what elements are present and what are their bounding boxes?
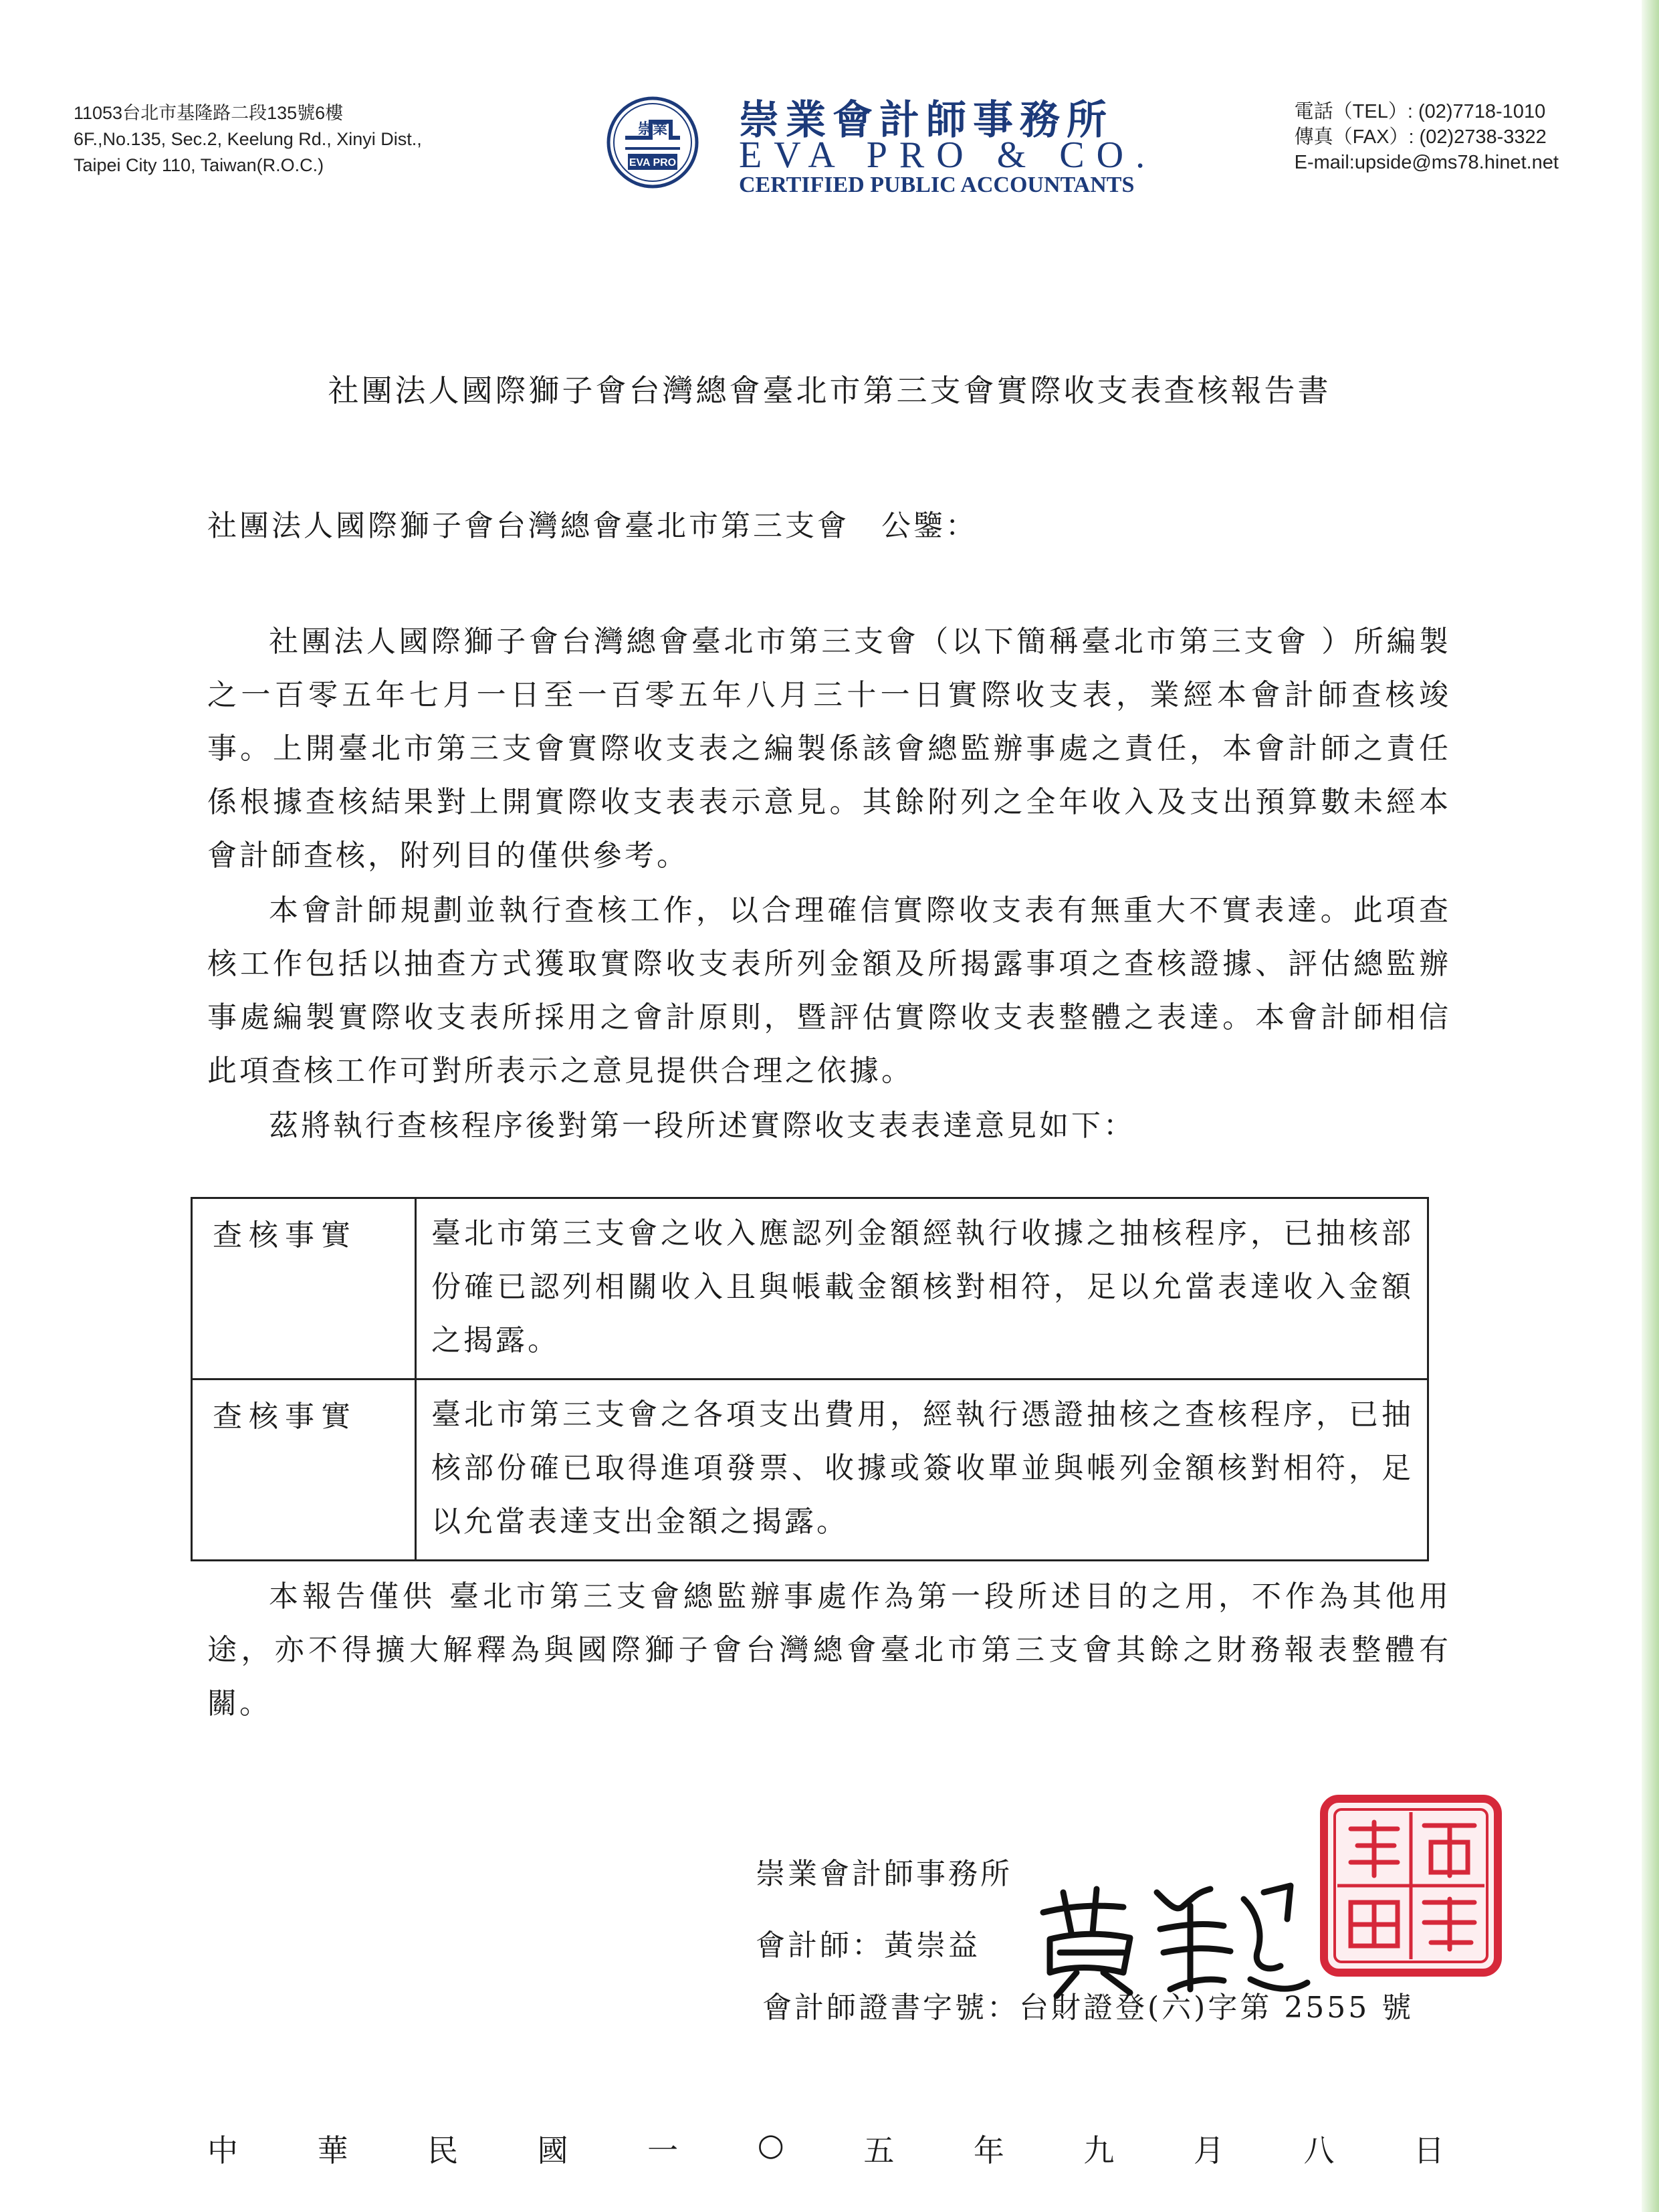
firm-contact <box>1295 99 1559 175</box>
table-row <box>192 1379 1428 1561</box>
logo-text-bottom: EVA PRO <box>629 157 677 169</box>
date-char: 八 <box>1303 2132 1335 2169</box>
page-edge-strip <box>1642 0 1659 2212</box>
finding-label: 查核事實 <box>192 1379 416 1561</box>
contact-fax: 傳真（FAX）: (02)2738-3322 <box>1294 126 1547 148</box>
findings-table <box>191 1197 1429 1561</box>
date-char: 國 <box>537 2132 568 2169</box>
address-line: 6F.,No.135, Sec.2, Keelung Rd., Xinyi Dist., <box>74 129 422 149</box>
report-date <box>207 2126 1444 2171</box>
address-line: 11053台北市基隆路二段135號6樓 <box>74 103 344 123</box>
date-char: 一 <box>647 2132 679 2169</box>
table-row <box>192 1198 1428 1379</box>
date-char: 月 <box>1193 2132 1224 2169</box>
date-char: 民 <box>427 2132 459 2169</box>
firm-name-en: EVA PRO & CO. <box>739 134 1157 176</box>
firm-logo-icon <box>605 95 700 190</box>
salutation: 社團法人國際獅子會台灣總會臺北市第三支會 公鑒： <box>207 509 978 543</box>
date-char: 日 <box>1413 2132 1444 2169</box>
paragraph: 本會計師規劃並執行查核工作，以合理確信實際收支表有無重大不實表達。此項查核工作包括以抽查方式獲取實際收支表所列金額及所揭露事項之查核證據、評估總監辦事處編製實際收支表所採用之會計原則，暨評估實際收支表整體之表達。本會計師相信此項查核工作可對所表示之意見提供合理之依據。 <box>207 893 1451 1088</box>
date-char: 華 <box>317 2132 348 2169</box>
paragraph: 社團法人國際獅子會台灣總會臺北市第三支會（以下簡稱臺北市第三支會 ）所編製之一百零五年七月一日至一百零五年八月三十一日實際收支表，業經本會計師查核竣事。上開臺北市第三支會實際收支表之編製係該會總監辦事處之責任，本會計師之責任係根據查核結果對上開實際收支表表示意見。其餘附列之全年收入及支出預算數未經本會計師查核，附列目的僅供參考。 <box>207 625 1451 873</box>
firm-subtitle: CERTIFIED PUBLIC ACCOUNTANTS <box>739 173 1135 197</box>
cpa-name: 會計師：黃崇益 <box>756 1928 980 1963</box>
closing-paragraph: 本報告僅供 臺北市第三支會總監辦事處作為第一段所述目的之用，不作為其他用途，亦不得擴大解釋為與國際獅子會台灣總會臺北市第三支會其餘之財務報表整體有關。 <box>207 1579 1451 1721</box>
date-char: 年 <box>973 2132 1004 2169</box>
document-title: 社團法人國際獅子會台灣總會臺北市第三支會實際收支表查核報告書 <box>328 372 1331 409</box>
cpa-seal-icon <box>1317 1792 1505 1979</box>
finding-text: 臺北市第三支會之各項支出費用，經執行憑證抽核之查核程序，已抽核部份確已取得進項發票、收據或簽收單並與帳列金額核對相符，足以允當表達支出金額之揭露。 <box>416 1379 1428 1561</box>
date-char: 五 <box>863 2132 895 2169</box>
paragraph: 茲將執行查核程序後對第一段所述實際收支表表達意見如下： <box>269 1109 1135 1143</box>
signing-firm: 崇業會計師事務所 <box>756 1857 1012 1891</box>
date-char: ○ <box>757 2126 784 2163</box>
certificate-number: 會計師證書字號：台財證登(六)字第 2555 號 <box>762 1991 1414 2025</box>
logo-text-top: 崇業 <box>637 121 668 138</box>
date-char: 中 <box>207 2132 238 2169</box>
date-char: 九 <box>1083 2132 1115 2169</box>
contact-tel: 電話（TEL）: (02)7718-1010 <box>1294 101 1546 122</box>
address-line: Taipei City 110, Taiwan(R.O.C.) <box>74 155 324 175</box>
firm-address <box>74 100 422 179</box>
finding-text: 臺北市第三支會之收入應認列金額經執行收據之抽核程序，已抽核部份確已認列相關收入且與帳載金額核對相符，足以允當表達收入金額之揭露。 <box>416 1198 1428 1379</box>
contact-email: E-mail:upside@ms78.hinet.net <box>1294 152 1559 173</box>
firm-name-zh: 崇業會計師事務所 <box>739 97 1113 144</box>
handwritten-signature <box>1023 1866 1311 1999</box>
finding-label: 查核事實 <box>192 1198 416 1379</box>
